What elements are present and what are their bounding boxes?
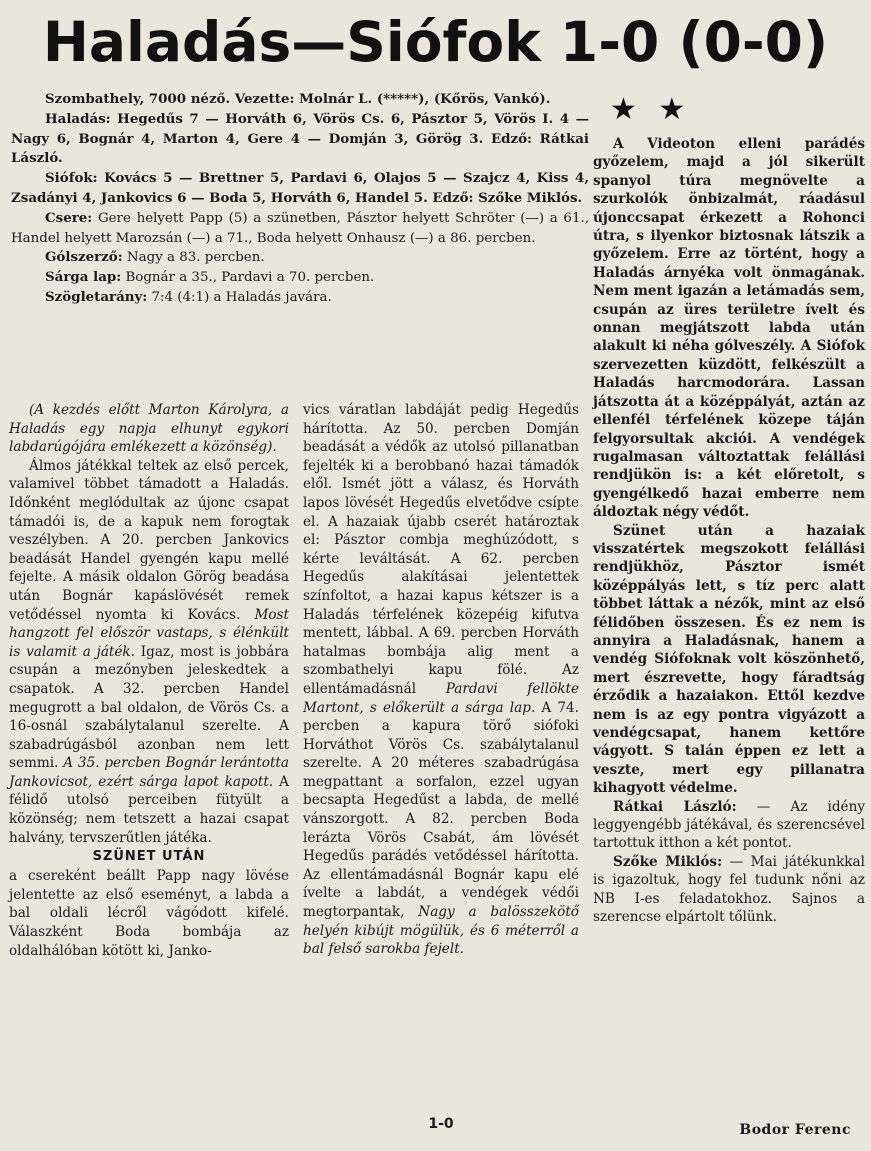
haladas-label: Haladás: bbox=[45, 110, 111, 127]
sarga-label: Sárga lap: bbox=[45, 269, 122, 286]
report-column-3 bbox=[593, 135, 865, 926]
golszerzo-label: Gólszerző: bbox=[45, 249, 123, 266]
substitutions bbox=[11, 209, 589, 249]
analysis-paragraph-2: Szünet után a hazaiak visszatértek megszokott felállási rendjükhöz, Pásztor ismét középpályás lett, s tíz perc alatt többet láttak a nézők, mint az első félidőben összesen. És ez nem is annyira a Haladásnak, hanem a vendég Siófoknak volt köszönhető, mert észrevette, hogy fáradtság érződik a hazaiakon. Ettől kezdve nem is az egy pontra vigyázott a vendégcsapat, hanem kettőre vágyott. S talán éppen ez lett a veszte, mert egy pillanatra kihagyott védelme. bbox=[593, 522, 865, 797]
first-half-paragraph: Álmos játékkal teltek az első percek, valamivel többet támadott a Haladás. Időnként meglódultak az újonc csapat támadói is, de a kapuk nem forogtak veszélyben. A 20. percben Jankovics beadását Handel gyengén kapu mellé fejelte. A másik oldalon Görög beadása után Bognár kapáslövését remek vetődéssel nyomta ki Kovács. Most hangzott fel először vastaps, s élénkült is valamit a játék. Igaz, most is jobbára csupán a mezőnyben jeleskedtek a csapatok. A 32. percben Handel megugrott a bal oldalon, de Vörös Cs. a 16-osnál szabálytalanul szerelte. A szabadrúgásból azonban nem lett semmi. A 35. percben Bognár lerántotta Jankovicsot, ezért sárga lapot kapott. A félidő utolsó perceiben fütyült a közönség; nem tetszett a hazai csapat halvány, tervszerűtlen játéka. bbox=[9, 457, 289, 846]
yellow-cards bbox=[11, 268, 589, 288]
report-column-2 bbox=[303, 401, 579, 959]
siofok-players: Kovács 5 — Brettner 5, Pardavi 6, Olajos 5 — Szajcz 4, Kiss 4, Zsadányi 4, Jankovics 6 — Boda 5, Horváth 6, Handel 5. Edző: Szőke Miklós. bbox=[11, 170, 589, 206]
coach-quote-szoke: Szőke Miklós: — Mai játékunkkal is igazoltuk, hogy fel tudunk nőni az NB I-es feladatokhoz. Sajnos a szerencse elpártolt tőlünk. bbox=[593, 853, 865, 926]
second-half-paragraph: a csereként beállt Papp nagy lövése jelentette az első eseményt, a labda a bal oldali lécről vágódott kifelé. Válaszként Boda bombája az oldalhálóban kötött ki, Janko- bbox=[9, 868, 289, 959]
haladas-players: Hegedűs 7 — Horváth 6, Vörös Cs. 6, Pásztor 5, Vörös I. 4 — Nagy 6, Bognár 4, Marton 4, Gere 4 — Domján 3, Görög 3. Edző: Rátkai László. bbox=[11, 110, 589, 167]
rating-stars: ★ ★ bbox=[610, 92, 692, 127]
analysis-paragraph-1: A Videoton elleni parádés győzelem, majd a jól sikerült spanyol túra megnövelte a szurkolók önbizalmát, ráadásul újonccsapat érkezett a Rohonci útra, s ilyenkor biztosnak látszik a győzelem. Erre az történt, hogy a Haladás árnyéka volt önmagának. Nem ment igazán a letámadás sem, csupán az üres területre ívelt és onnan megjátszott labda után alakult ki néha gólveszély. A Siófok szervezetten küzdött, felkészült a Haladás harcmodorára. Lassan játszotta át a középpályát, aztán az ellenfél térfelének közepe táján felgyorsultak akciói. A vendégek rugalmasan változtattak felállási rendjükön is: a két előretolt, s gyengélkedő hazai emberre nem áldoztak négy védőt. bbox=[593, 136, 865, 521]
szoglet-text: 7:4 (4:1) a Haladás javára. bbox=[151, 289, 332, 305]
szoglet-label: Szögletarány: bbox=[45, 288, 148, 305]
goalscorer bbox=[11, 248, 589, 268]
subheading-second-half: SZÜNET UTÁN bbox=[92, 849, 206, 865]
sarga-text: Bognár a 35., Pardavi a 70. percben. bbox=[125, 270, 375, 286]
match-lineup bbox=[11, 90, 589, 308]
golszerzo-text: Nagy a 83. percben. bbox=[126, 250, 265, 266]
siofok-label: Siófok: bbox=[45, 170, 98, 187]
coach-quote-ratkai: Rátkai László: — Az idény leggyengébb játékával, és szerencsével tartottuk itthon a két pontot. bbox=[593, 798, 866, 852]
author-byline: Bodor Ferenc bbox=[739, 1122, 851, 1138]
haladas-lineup bbox=[11, 110, 589, 169]
final-score: 1-0 bbox=[428, 1116, 454, 1132]
headline: Haladás—Siófok 1-0 (0-0) bbox=[42, 10, 829, 74]
csere-text: Gere helyett Papp (5) a szünetben, Pásztor helyett Schröter (—) a 61., Handel helyett Marozsán (—) a 71., Boda helyett Onhausz (—) a 86. percben. bbox=[11, 210, 589, 246]
report-column-1 bbox=[9, 401, 289, 960]
csere-label: Csere: bbox=[45, 209, 93, 226]
siofok-lineup bbox=[11, 169, 589, 209]
venue-line: Szombathely, 7000 néző. Vezette: Molnár L. (*****), (Kőrös, Vankó). bbox=[45, 91, 551, 107]
corner-ratio bbox=[11, 288, 589, 308]
intro-note: (A kezdés előtt Marton Károlyra, a Haladás egy napja elhunyt egykori labdarúgójára emlékezett a közönség). bbox=[9, 402, 289, 456]
second-half-continued: vics váratlan labdáját pedig Hegedűs hárította. Az 50. percben Domján beadását a védők az utolsó pillanatban fejelték ki a berobbanó hazai támadók elől. Ismét jött a válasz, és Horváth lapos lövését Hegedűs elvetődve csípte el. A hazaiak újabb cserét határoztak el: Pásztor combja meghúzódott, s kérte leváltását. A 62. percben Hegedűs alakításai jelentettek színfoltot, a hazai kapus kétszer is a Haladás térfelének közepéig kifutva mentett, lábbal. A 69. percben Horváth hatalmas bombája alig ment a szombathelyi kapu fölé. Az ellentámadásnál Pardavi fellökte Martont, s előkerült a sárga lap. A 74. percben a kapura törő siófoki Horváthot Vörös Cs. szabálytalanul szerelte. A 20 méteres szabadrúgása megpattant a sorfalon, ezzel ugyan becsapta Hegedűst a labda, de mellé vánszorgott. A 82. percben Boda lerázta Vörös Csabát, ám lövését Hegedűs parádés vetődéssel hárította. Az ellentámadásnál Bognár kapu elé ívelte a labdát, a vendégek védői megtorpantak, Nagy a balösszekötő helyén kibújt mögülük, és 6 méterről a bal felső sarokba fejelt. bbox=[303, 402, 580, 958]
